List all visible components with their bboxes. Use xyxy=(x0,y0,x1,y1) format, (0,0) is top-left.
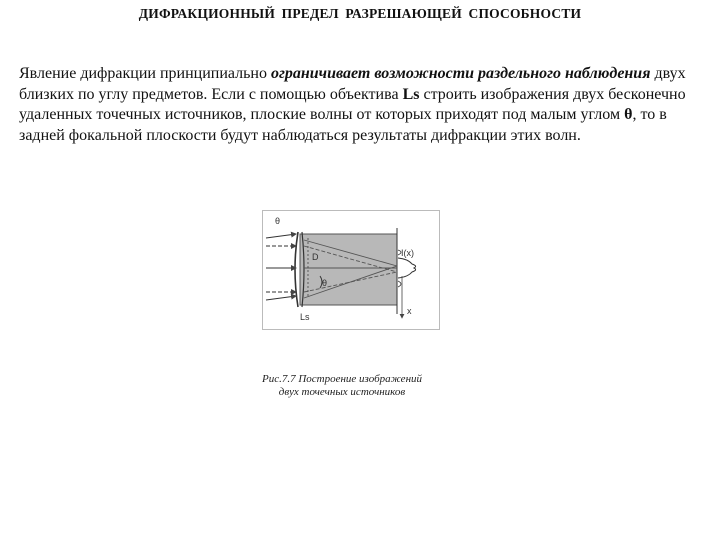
label-x: x xyxy=(407,306,412,316)
lens-name: Ls xyxy=(402,85,420,103)
label-intensity: I(x) xyxy=(401,248,414,258)
label-D: D xyxy=(312,252,319,262)
paragraph-emphasis: ограничивает возможности раздельного наблюдения xyxy=(270,65,651,82)
caption-line-1: Рис.7.7 Построение изображений xyxy=(261,373,423,385)
body-paragraph xyxy=(19,64,709,146)
page-title: ДИФРАКЦИОННЫЙ ПРЕДЕЛ РАЗРЕШАЮЩЕЙ СПОСОБНОСТИ xyxy=(138,6,582,21)
theta-symbol: θ xyxy=(624,106,633,123)
paragraph-text-1: Явление дифракции принципиально xyxy=(19,65,271,82)
caption-line-2: двух точечных источников xyxy=(278,386,406,398)
figure-caption xyxy=(232,373,452,399)
label-Ls: Ls xyxy=(300,312,310,322)
paragraph-text-4: , то в задней фокальной плоскости будут наблюдаться результаты дифракции этих волн. xyxy=(19,106,667,144)
paragraph-text-2: двух близких по углу предметов. Если с помощью объектива xyxy=(19,65,686,103)
paragraph-text-3: строить изображения двух бесконечно удаленных точечных источников, плоские волны от которых приходят под малым углом xyxy=(19,85,686,123)
label-theta-mid: θ xyxy=(322,278,328,288)
diffraction-diagram xyxy=(262,210,440,330)
label-theta-top: θ xyxy=(275,216,281,226)
